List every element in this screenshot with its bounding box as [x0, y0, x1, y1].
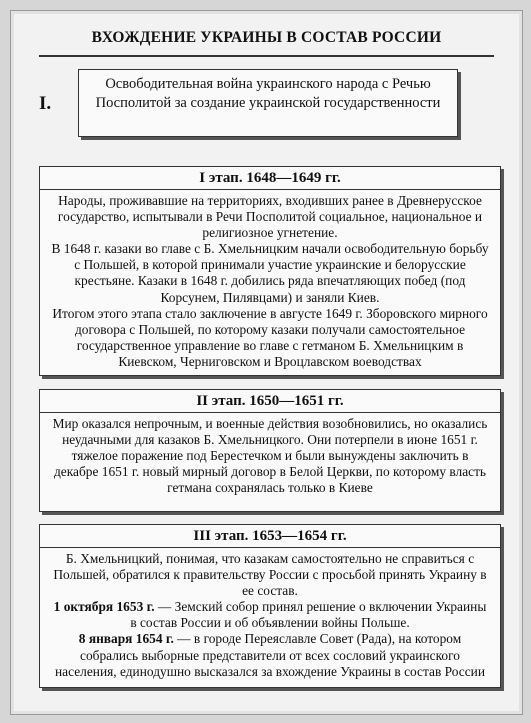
event-date: 8 января 1654 г.: [78, 631, 174, 647]
stage-2-box: [39, 389, 501, 512]
section-title-box: [78, 69, 458, 137]
title-underline: [39, 55, 494, 57]
page-title: ВХОЖДЕНИЕ УКРАИНЫ В СОСТАВ РОССИИ: [91, 29, 442, 46]
event-text: — в городе Переяславле Совет (Рада), на котором собрались выборные представители от всех сословий украинского населения, единодушно высказался за вхождение Украины в состав России: [55, 631, 485, 679]
stage-3-event: [50, 631, 490, 679]
stage-3-box: [39, 524, 501, 688]
stage-3-heading: III этап. 1653—1654 гг.: [40, 525, 500, 548]
event-date: 1 октября 1653 г.: [53, 599, 155, 615]
stage-1-paragraph: В 1648 г. казаки во главе с Б. Хмельницким начали освободительную борьбу с Польшей, в которой принимали участие украинские и белорусские крестьяне. Казаки в 1648 г. добились ряда впечатляющих побед (под Корсунем, Пилявцами) и заняли Киев.: [51, 241, 489, 305]
stage-3-body: [40, 548, 500, 683]
stage-1-paragraph: Итогом этого этапа стало заключение в августе 1649 г. Зборовского мирного договора с Польшей, по которому казаки получали самостоятельное государственное управление во главе с гетманом Б. Хмельницким в Киевском, Черниговском и Вроцлавском воеводствах: [52, 305, 488, 369]
event-text: — Земский собор принял решение о включении Украины в состав России и об объявлении войны Польше.: [130, 599, 487, 631]
stage-3-event: [50, 599, 490, 631]
stage-1-heading: I этап. 1648—1649 гг.: [40, 167, 500, 190]
stage-1-paragraph: Народы, проживавшие на территориях, входивших ранее в Древнерусское государство, испытывали в Речи Посполитой социальное, национальное и религиозное угнетение.: [57, 193, 483, 241]
section-number: I.: [39, 93, 52, 114]
stage-2-body: [40, 413, 500, 499]
stage-2-heading: II этап. 1650—1651 гг.: [40, 390, 500, 413]
stage-1-box: [39, 166, 501, 376]
stage-1-body: [40, 190, 500, 373]
stage-2-paragraph: Мир оказался непрочным, и военные действия возобновились, но оказались неудачными для казаков Б. Хмельницкого. Они потерпели в июне 1651 г. тяжелое поражение под Берестечком и были вынуждены заключить в декабре 1651 г. новый мирный договор в Белой Церкви, по которому власть гетмана сохранялась только в Киеве: [52, 416, 488, 496]
section-title: Освободительная война украинского народа с Речью Посполитой за создание украинской государственности: [95, 76, 441, 111]
stage-3-intro: Б. Хмельницкий, понимая, что казакам самостоятельно не справиться с Польшей, обратился к правительству России с просьбой принять Украину в ее состав.: [53, 551, 487, 599]
document-page: [10, 10, 523, 715]
